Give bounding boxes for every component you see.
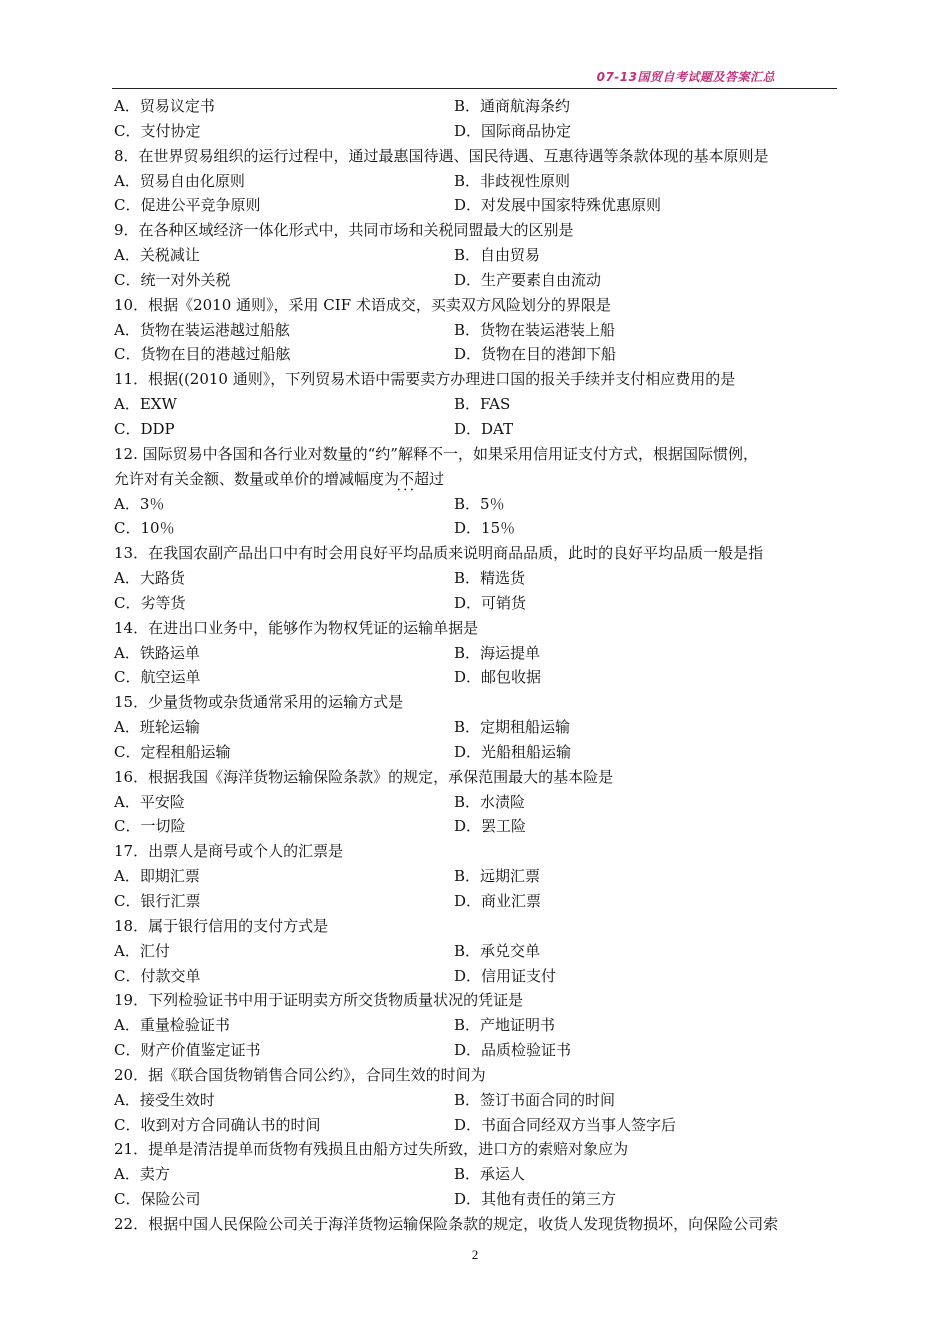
option: C．劣等货 [114, 593, 186, 612]
question-stem: 18．属于银行信用的支付方式是 [114, 916, 329, 935]
option: C．DDP [114, 419, 175, 438]
option-row [114, 392, 844, 417]
option: A．重量检验证书 [114, 1016, 230, 1035]
option: C．银行汇票 [114, 892, 201, 910]
question-stem: 16．根据我国《海洋货物运输保险条款》的规定，承保范围最大的基本险是 [114, 767, 614, 786]
option: B．海运提单 [454, 643, 541, 662]
option: C．定程租船运输 [114, 742, 231, 761]
option-row [114, 1162, 844, 1187]
page-header [112, 64, 837, 89]
question-stem: 22．根据中国人民保险公司关于海洋货物运输保险条款的规定，收货人发现货物损坏，向保险公司索 [114, 1214, 779, 1233]
option: C．收到对方合同确认书的时间 [114, 1115, 321, 1134]
option-row [114, 864, 844, 889]
option-row [114, 268, 844, 293]
option: D．国际商品协定 [454, 121, 572, 140]
option: A．班轮运输 [114, 718, 200, 737]
option-row [114, 740, 844, 765]
option: C．支付协定 [114, 121, 201, 140]
option: B．产地证明书 [454, 1016, 556, 1035]
question-stem: 21．提单是清洁提单而货物有残损且由船方过失所致，进口方的索赔对象应为 [114, 1140, 629, 1159]
option: A．汇付 [114, 941, 170, 960]
question-stem: 10．根据《2010 通则》，采用 CIF 术语成交，买卖双方风险划分的界限是 [114, 295, 611, 314]
option: B．签订书面合同的时间 [454, 1090, 616, 1109]
option-row [114, 1187, 844, 1212]
option: A．EXW [114, 395, 177, 414]
option: A．贸易自由化原则 [114, 171, 245, 190]
question-stem: 14．在进出口业务中，能够作为物权凭证的运输单据是 [114, 618, 479, 637]
question-stem: 9．在各种区域经济一体化形式中，共同市场和关税同盟最大的区别是 [114, 221, 574, 240]
header-title: 07-13国贸自考试题及答案汇总 [596, 70, 775, 84]
option: A．铁路运单 [114, 643, 200, 662]
option: C．统一对外关税 [114, 270, 231, 289]
option: D．DAT [454, 419, 514, 438]
option-row [114, 790, 844, 815]
question-stem: 19．下列检验证书中用于证明卖方所交货物质量状况的凭证是 [114, 991, 524, 1010]
option: D．商业汇票 [454, 892, 542, 910]
option: D．其他有责任的第三方 [454, 1190, 617, 1209]
option: D．光船租船运输 [454, 742, 572, 761]
page-number: 2 [471, 1247, 479, 1262]
option: A．3％ [114, 494, 165, 513]
option: D．生产要素自由流动 [454, 270, 602, 289]
option-row [114, 94, 844, 119]
option: B．货物在装运港装上船 [454, 320, 616, 339]
question-stem: 13．在我国农副产品出口中有时会用良好平均品质来说明商品品质，此时的良好平均品质一般是指 [114, 544, 764, 563]
option-row [114, 342, 844, 367]
option: A．即期汇票 [114, 867, 200, 886]
option: C．付款交单 [114, 966, 201, 985]
option: D．书面合同经双方当事人签字后 [454, 1115, 677, 1134]
option-row [114, 939, 844, 964]
stem-text: 允许对有关金额、数量或单价的增减幅度为 [114, 469, 400, 488]
option-row [114, 715, 844, 740]
option: C．航空运单 [114, 668, 201, 687]
option-row [114, 243, 844, 268]
option: C．促进公平竞争原则 [114, 196, 261, 215]
option-row [114, 492, 844, 517]
option: C．一切险 [114, 817, 186, 836]
option: D．对发展中国家特殊优惠原则 [454, 196, 662, 215]
option-row [114, 516, 844, 541]
option-row [114, 566, 844, 591]
option: B．承兑交单 [454, 941, 541, 960]
option-row [114, 665, 844, 690]
option: C．10％ [114, 519, 175, 538]
option: D．信用证支付 [454, 966, 557, 985]
option-row [114, 814, 844, 839]
question-stem: 15．少量货物或杂货通常采用的运输方式是 [114, 693, 404, 712]
option: B．精选货 [454, 569, 526, 588]
option-row [114, 1088, 844, 1113]
option-row [114, 119, 844, 144]
question-stem-continued [114, 467, 844, 492]
option: B．5％ [454, 494, 505, 513]
emphasized-text: 不超过 • • • [399, 470, 444, 488]
option: B．定期租船运输 [454, 718, 571, 737]
option-row [114, 318, 844, 343]
question-stem: 20．据《联合国货物销售合同公约》，合同生效的时间为 [114, 1065, 486, 1084]
option: D．邮包收据 [454, 668, 542, 687]
option: A．贸易议定书 [114, 97, 215, 115]
option: B．非歧视性原则 [454, 171, 571, 190]
option: C．保险公司 [114, 1190, 201, 1209]
option: C．货物在目的港越过船舷 [114, 345, 291, 364]
option-row [114, 193, 844, 218]
option-row [114, 964, 844, 989]
option: A．平安险 [114, 792, 185, 811]
option: A．货物在装运港越过船舷 [114, 320, 290, 339]
option-row [114, 417, 844, 442]
question-stem: 11．根据((2010 通则》，下列贸易术语中需要卖方办理进口国的报关手续并支付相应费用的是 [114, 370, 736, 389]
option-row [114, 641, 844, 666]
option: B．承运人 [454, 1165, 526, 1184]
question-list [114, 94, 844, 1237]
option: B．水渍险 [454, 792, 526, 811]
option: A．接受生效时 [114, 1090, 215, 1109]
option: B．自由贸易 [454, 246, 541, 265]
option: C．财产价值鉴定证书 [114, 1041, 261, 1060]
option-row [114, 1038, 844, 1063]
option-row [114, 1113, 844, 1138]
option: D．可销货 [454, 593, 527, 612]
question-stem: 8．在世界贸易组织的运行过程中，通过最惠国待遇、国民待遇、互惠待遇等条款体现的基本原则是 [114, 146, 769, 165]
question-stem: 17．出票人是商号或个人的汇票是 [114, 842, 344, 861]
option: D．货物在目的港卸下船 [454, 345, 617, 364]
option: A．关税减让 [114, 246, 200, 265]
option-row [114, 1013, 844, 1038]
option: A．卖方 [114, 1165, 170, 1184]
option-row [114, 591, 844, 616]
option-row [114, 169, 844, 194]
option: D．品质检验证书 [454, 1041, 572, 1060]
option: B．FAS [454, 395, 511, 414]
option: B．通商航海条约 [454, 97, 571, 115]
option: D．15％ [454, 519, 516, 538]
option: D．罢工险 [454, 817, 527, 836]
question-stem: 12. 国际贸易中各国和各行业对数量的“约”解释不一，如果采用信用证支付方式，根据国际惯例， [114, 444, 758, 463]
option: A．大路货 [114, 569, 185, 588]
option: B．远期汇票 [454, 867, 541, 886]
option-row [114, 889, 844, 914]
